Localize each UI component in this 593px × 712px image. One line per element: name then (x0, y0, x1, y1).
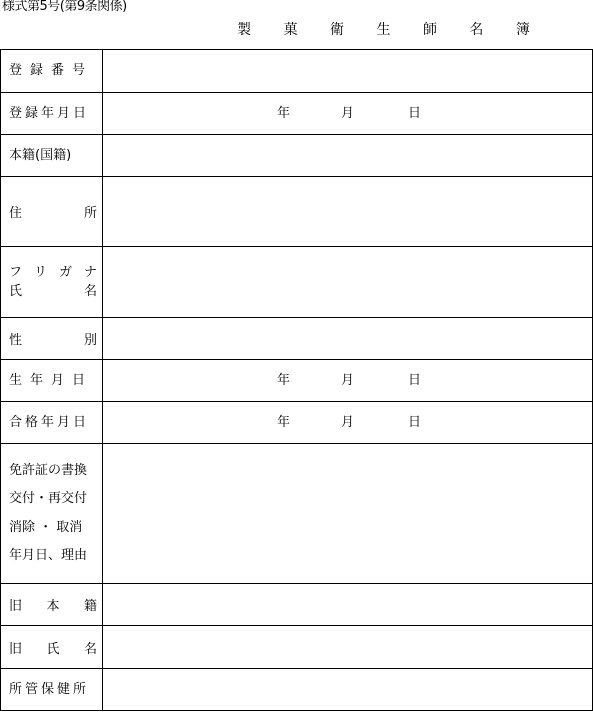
address-label-right: 所 (83, 206, 97, 221)
honseki-header (1, 135, 103, 177)
name-label-left: 氏 (9, 284, 23, 299)
former-name-char: 旧 (9, 641, 23, 657)
license-events-line1: 免許証の書換 (9, 462, 88, 478)
registration-year-unit: 年 (277, 105, 291, 121)
name-label-line (9, 282, 97, 301)
furigana-char: ナ (83, 265, 97, 280)
furigana-label (9, 263, 97, 282)
row-former-honseki (1, 584, 593, 626)
row-name (1, 247, 593, 318)
birth-date-header (1, 360, 103, 402)
furigana-char: リ (33, 265, 47, 280)
registration-number-header (1, 50, 103, 93)
sex-label-left: 性 (9, 333, 23, 348)
sex-header (1, 318, 103, 360)
health-center-field[interactable] (103, 669, 593, 711)
former-honseki-label (1, 595, 102, 614)
name-header (1, 247, 103, 318)
registration-date-header (1, 93, 103, 135)
sex-field[interactable] (103, 318, 593, 360)
pass-date-field[interactable] (103, 402, 593, 444)
row-birth-date (1, 360, 593, 402)
row-address (1, 177, 593, 247)
former-honseki-header (1, 584, 103, 626)
former-name-label (1, 638, 102, 657)
birth-month-unit: 月 (341, 372, 355, 388)
pass-date-header (1, 402, 103, 444)
registration-date-label: 登録年月日 (9, 105, 90, 121)
row-former-name (1, 626, 593, 669)
registration-date-field[interactable] (103, 93, 593, 135)
registration-number-field[interactable] (103, 50, 593, 93)
address-header (1, 177, 103, 247)
row-sex (1, 318, 593, 360)
document-title (0, 20, 593, 40)
address-field[interactable] (103, 177, 593, 247)
pass-date-label: 合格年月日 (9, 414, 90, 430)
document-title-text: 製 菓 衛 生 師 名 簿 (237, 22, 544, 38)
furigana-char: フ (9, 265, 23, 280)
name-label (1, 263, 102, 301)
former-name-char: 名 (83, 641, 97, 657)
former-honseki-char: 本 (46, 599, 60, 614)
birth-day-unit: 日 (408, 372, 422, 388)
license-events-line2: 交付・再交付 (9, 491, 88, 506)
form-number-label: 様式第5号(第9条関係) (2, 0, 127, 14)
name-field[interactable] (103, 247, 593, 318)
registration-number-label: 登録番号 (9, 63, 94, 78)
row-registration-number (1, 50, 593, 93)
address-label (1, 202, 102, 221)
honseki-label: 本籍(国籍) (9, 147, 72, 163)
pass-month-unit: 月 (341, 414, 355, 430)
license-events-header (1, 444, 103, 584)
row-pass-date (1, 402, 593, 444)
license-events-line3: 消除 ・ 取消 (9, 519, 83, 535)
former-name-field[interactable] (103, 626, 593, 669)
former-name-header (1, 626, 103, 669)
license-events-field[interactable] (103, 444, 593, 584)
register-table (0, 49, 593, 711)
health-center-label: 所管保健所 (9, 681, 90, 697)
birth-year-unit: 年 (277, 372, 291, 388)
furigana-char: ガ (58, 265, 72, 280)
birth-date-field[interactable] (103, 360, 593, 402)
registration-day-unit: 日 (408, 105, 422, 121)
former-honseki-field[interactable] (103, 584, 593, 626)
row-health-center (1, 669, 593, 711)
former-honseki-char: 旧 (9, 599, 23, 614)
pass-year-unit: 年 (277, 414, 291, 430)
sex-label (1, 329, 102, 348)
row-registration-date (1, 93, 593, 135)
birth-date-label: 生年月日 (9, 372, 94, 388)
former-honseki-char: 籍 (83, 599, 97, 614)
pass-day-unit: 日 (408, 414, 422, 430)
honseki-field[interactable] (103, 135, 593, 177)
registration-month-unit: 月 (341, 105, 355, 121)
row-license-events (1, 444, 593, 584)
former-name-char: 氏 (46, 641, 60, 657)
license-events-line4: 年月日、理由 (9, 548, 88, 563)
address-label-left: 住 (9, 206, 23, 221)
row-honseki (1, 135, 593, 177)
sex-label-right: 別 (83, 333, 97, 348)
health-center-header (1, 669, 103, 711)
name-label-right: 名 (83, 284, 97, 299)
license-events-label (1, 457, 102, 571)
